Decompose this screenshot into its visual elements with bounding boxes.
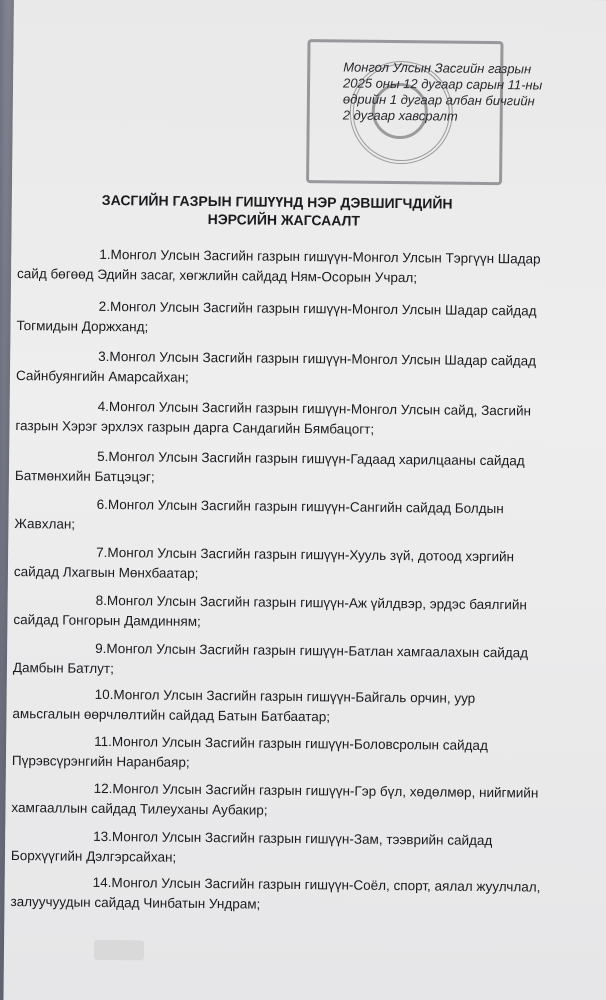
item-line: 6.Монгол Улсын Засгийн газрын гишүүн-Сангийн сайдад Болдын: [96, 496, 504, 517]
item-line: сайдад Гонгорын Дамдинням;: [13, 612, 201, 629]
item-line: сайдад Лхагвын Мөнхбаатар;: [13, 564, 199, 581]
list-item: [8, 542, 568, 588]
item-line: 8.Монгол Улсын Засгийн газрын гишүүн-Аж үйлдвэр, эрдэс баялгийн: [95, 592, 527, 613]
list-item: [6, 684, 566, 730]
list-item: [10, 346, 570, 392]
list-item: [7, 590, 567, 636]
registration-line: 2025 оны 12 дугаар сарын 11-ны: [343, 75, 543, 93]
list-item: [10, 296, 570, 342]
list-item: [6, 731, 566, 777]
item-line: 2.Монгол Улсын Засгийн газрын гишүүн-Монгол Улсын Шадар сайдад: [98, 298, 537, 319]
item-line: газрын Хэрэг эрхлэх газрын дарга Сандагийн Бямбацогт;: [15, 418, 375, 437]
item-line: Жавхлан;: [14, 516, 76, 532]
item-line: 10.Монгол Улсын Засгийн газрын гишүүн-Байгаль орчин, уур: [94, 686, 476, 706]
list-item: [5, 778, 565, 824]
item-line: Тогмидын Доржханд;: [16, 318, 149, 335]
item-line: 11.Монгол Улсын Засгийн газрын гишүүн-Боловсролын сайдад: [94, 733, 488, 754]
item-line: 4.Монгол Улсын Засгийн газрын гишүүн-Монгол Улсын сайд, Засгийн: [97, 398, 532, 419]
title-line: НЭРСИЙН ЖАГСААЛТ: [207, 211, 361, 229]
registration-note: [343, 59, 606, 126]
list-item: [9, 446, 569, 492]
item-line: 13.Монгол Улсын Засгийн газрын гишүүн-Зам, тээврийн сайдад: [93, 828, 493, 849]
item-line: Дамбын Батлут;: [12, 660, 114, 677]
item-line: хамгааллын сайдад Тилеуханы Аубакир;: [11, 800, 268, 818]
item-line: 7.Монгол Улсын Засгийн газрын гишүүн-Хууль зүй, дотоод хэргийн: [96, 544, 515, 565]
list-item: [5, 826, 565, 872]
item-line: Батмөнхийн Батцэцэг;: [14, 468, 155, 485]
item-line: 14.Монгол Улсын Засгийн газрын гишүүн-Соёл, спорт, аялал жуулчлал,: [92, 874, 541, 895]
list-item: [7, 638, 567, 684]
list-item: [9, 396, 569, 442]
item-line: сайд бөгөөд Эдийн засаг, хөгжлийн сайдад Ням-Осорын Учрал;: [16, 266, 418, 286]
item-line: 3.Монгол Улсын Засгийн газрын гишүүн-Монгол Улсын Шадар сайдад: [98, 348, 537, 369]
item-line: Сайнбуянгийн Амарсайхан;: [15, 368, 189, 385]
paper-smudge: [94, 940, 144, 961]
item-line: залуучуудын сайдад Чинбатын Ундрам;: [10, 894, 261, 912]
item-line: Пүрэвсүрэнгийн Наранбаяр;: [11, 753, 190, 770]
item-line: Борхүүгийн Дэлгэрсайхан;: [10, 848, 177, 865]
document-sheet: [3, 0, 606, 1000]
item-line: амьсгалын өөрчлөлтийн сайдад Батын Батбаатар;: [12, 706, 331, 725]
registration-line: Монгол Улсын Засгийн газрын: [343, 59, 532, 77]
item-line: 12.Монгол Улсын Засгийн газрын гишүүн-Гэр бүл, хөдөлмөр, нийгмийн: [93, 780, 539, 801]
item-line: 1.Монгол Улсын Засгийн газрын гишүүн-Монгол Улсын Тэргүүн Шадар: [99, 246, 541, 267]
list-item: [4, 872, 564, 918]
registration-line: 2 дугаар хавсралт: [342, 107, 458, 124]
registration-line: өдрийн 1 дугаар албан бичгийн: [342, 91, 535, 109]
document-title: [102, 191, 522, 231]
list-item: [11, 244, 571, 290]
title-line: ЗАСГИЙН ГАЗРЫН ГИШҮҮНД НЭР ДЭВШИГЧДИЙН: [101, 191, 453, 212]
item-line: 9.Монгол Улсын Засгийн газрын гишүүн-Батлан хамгаалахын сайдад: [95, 640, 529, 661]
list-item: [8, 494, 568, 540]
item-line: 5.Монгол Улсын Засгийн газрын гишүүн-Гадаад харилцааны сайдад: [97, 448, 525, 469]
